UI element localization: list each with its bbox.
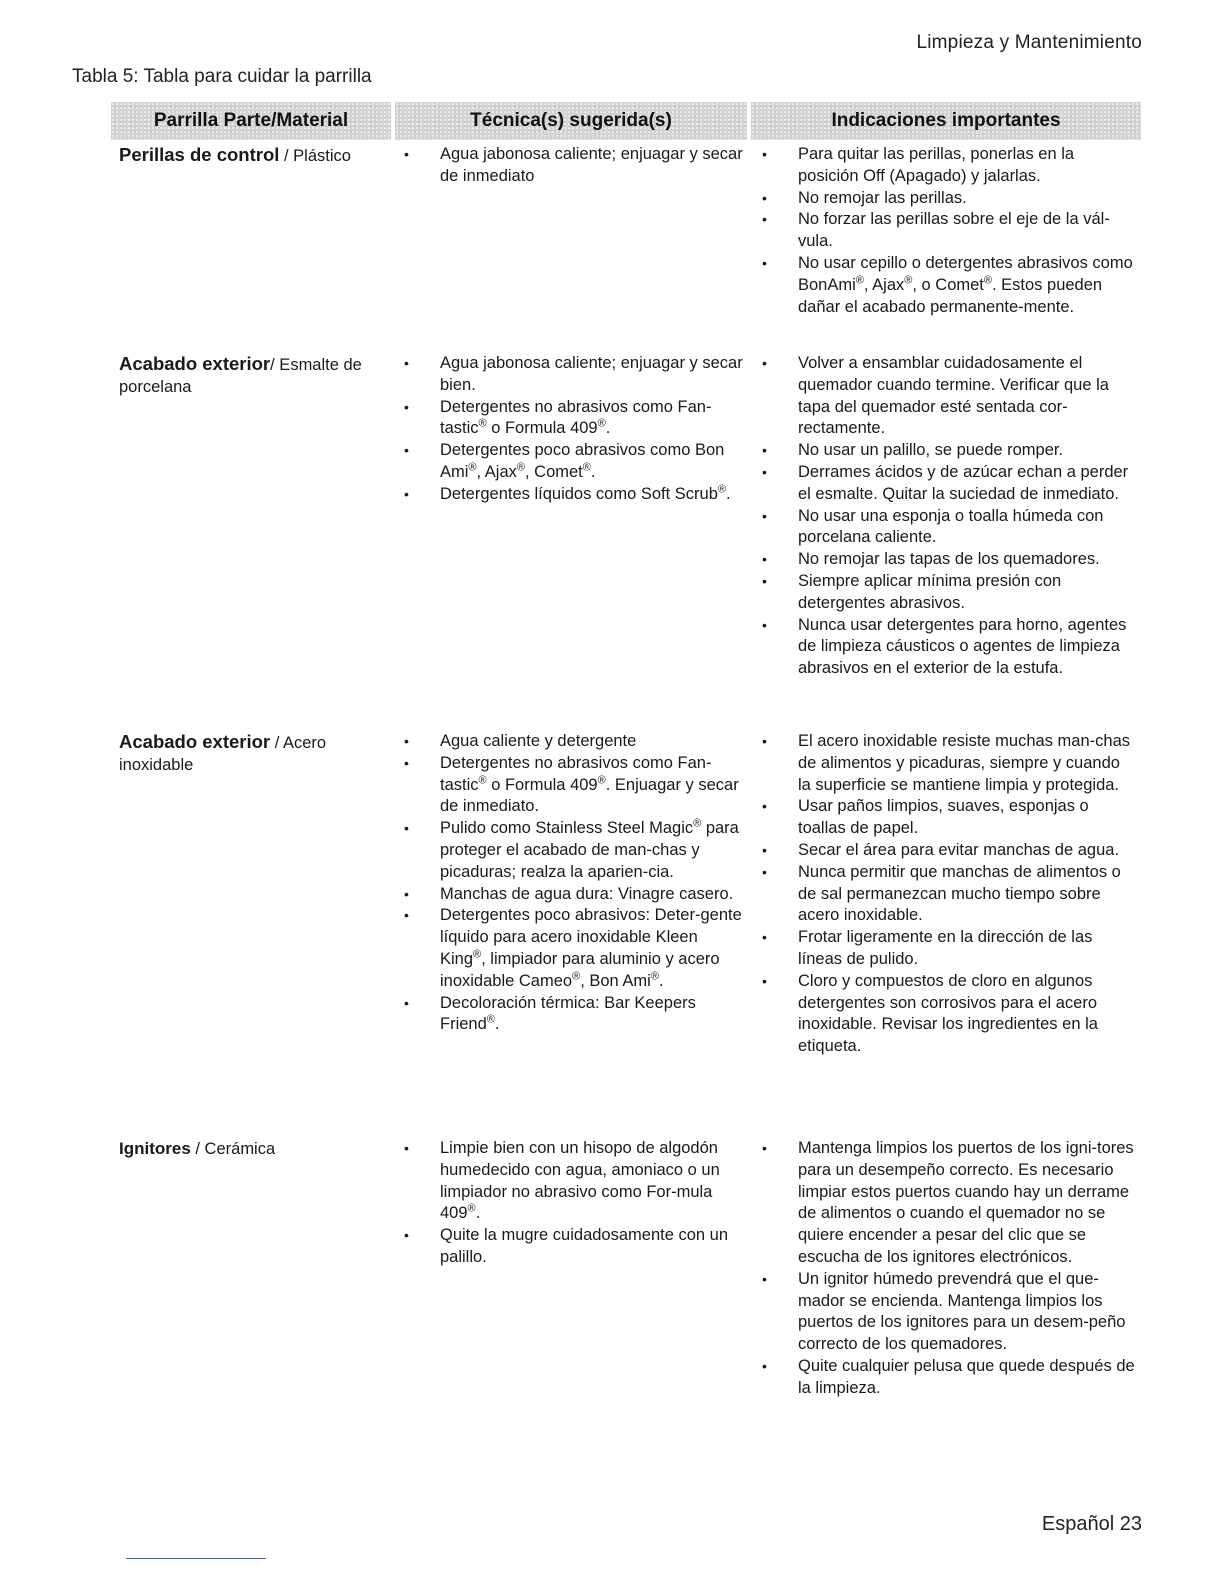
notes-list: [762, 144, 1137, 318]
list-item: • Decoloración térmica: Bar Keepers Friend®.: [404, 993, 744, 1037]
techniques-list: [404, 731, 744, 1036]
part-cell: [119, 144, 389, 168]
list-item: • Mantenga limpios los puertos de los igni-tores para un desempeño correcto. Es necesario limpiar estos puertos cuando hay un derrame de alimentos o cuando el quemador no se quiere encender a pesar del clic que se escucha de los ignitores electrónicos.: [762, 1138, 1137, 1269]
part-material: / Cerámica: [190, 1140, 276, 1158]
list-item: • Pulido como Stainless Steel Magic® para proteger el acabado de man-chas y picaduras; realza la aparien-cia.: [404, 818, 744, 883]
list-item: • Secar el área para evitar manchas de agua.: [762, 840, 1137, 862]
list-item: • Agua jabonosa caliente; enjuagar y secar bien.: [404, 353, 744, 397]
list-item: • Usar paños limpios, suaves, esponjas o toallas de papel.: [762, 796, 1137, 840]
part-name: Acabado exterior: [119, 353, 271, 374]
list-item: • Limpie bien con un hisopo de algodón humedecido con agua, amoniaco o un limpiador no abrasivo como For-mula 409®.: [404, 1138, 744, 1225]
column-header-part: Parrilla Parte/Material: [111, 102, 391, 140]
part-name: Ignitores: [119, 1139, 191, 1158]
list-item: • Detergentes no abrasivos como Fan-tastic® o Formula 409®.: [404, 397, 744, 441]
notes-list: [762, 1138, 1137, 1400]
column-header-notes: Indicaciones importantes: [751, 102, 1141, 140]
footer-divider: [126, 1558, 266, 1559]
page-number: Español 23: [1041, 1513, 1142, 1535]
part-material: / Esmalte de porcelana: [119, 356, 362, 396]
list-item: • No usar una esponja o toalla húmeda con porcelana caliente.: [762, 506, 1137, 550]
list-item: • No usar un palillo, se puede romper.: [762, 440, 1137, 462]
part-cell: [119, 1138, 389, 1161]
part-cell: [119, 731, 389, 777]
list-item: • Un ignitor húmedo prevendrá que el que-mador se encienda. Mantenga limpios los puertos de los ignitores para un desem-peño correcto de los quemadores.: [762, 1269, 1137, 1356]
techniques-list: [404, 353, 744, 506]
column-header-technique: Técnica(s) sugerida(s): [395, 102, 747, 140]
list-item: • Nunca usar detergentes para horno, agentes de limpieza cáusticos o agentes de limpieza abrasivos en el exterior de la estufa.: [762, 615, 1137, 680]
table-caption: Tabla 5: Tabla para cuidar la parrilla: [72, 66, 372, 87]
list-item: • Detergentes poco abrasivos: Deter-gente líquido para acero inoxidable Kleen King®, limpiador para aluminio y acero inoxidable Cameo®, Bon Ami®.: [404, 905, 744, 992]
list-item: • Para quitar las perillas, ponerlas en la posición Off (Apagado) y jalarlas.: [762, 144, 1137, 188]
list-item: • Frotar ligeramente en la dirección de las líneas de pulido.: [762, 927, 1137, 971]
section-title: Limpieza y Mantenimiento: [916, 32, 1142, 53]
list-item: • Volver a ensamblar cuidadosamente el quemador cuando termine. Verificar que la tapa del quemador esté sentada cor-rectamente.: [762, 353, 1137, 440]
list-item: • No forzar las perillas sobre el eje de la vál-vula.: [762, 209, 1137, 253]
part-name: Acabado exterior: [119, 731, 271, 752]
techniques-list: [404, 1138, 744, 1269]
table-header: [111, 102, 1141, 140]
part-material: / Acero inoxidable: [119, 734, 327, 774]
part-material: / Plástico: [279, 147, 351, 165]
list-item: • Agua caliente y detergente: [404, 731, 744, 753]
list-item: • No remojar las perillas.: [762, 188, 1137, 210]
notes-list: [762, 731, 1137, 1058]
list-item: • El acero inoxidable resiste muchas man-chas de alimentos y picaduras, siempre y cuando la superficie se mantiene limpia y protegida.: [762, 731, 1137, 796]
list-item: • Manchas de agua dura: Vinagre casero.: [404, 884, 744, 906]
notes-list: [762, 353, 1137, 680]
list-item: • Cloro y compuestos de cloro en algunos detergentes son corrosivos para el acero inoxidable. Revisar los ingredientes en la etiqueta.: [762, 971, 1137, 1058]
list-item: • Detergentes poco abrasivos como Bon Ami®, Ajax®, Comet®.: [404, 440, 744, 484]
list-item: • Agua jabonosa caliente; enjuagar y secar de inmediato: [404, 144, 744, 188]
list-item: • Nunca permitir que manchas de alimentos o de sal permanezcan mucho tiempo sobre acero inoxidable.: [762, 862, 1137, 927]
techniques-list: [404, 144, 744, 188]
list-item: • No usar cepillo o detergentes abrasivos como BonAmi®, Ajax®, o Comet®. Estos pueden dañar el acabado permanente-mente.: [762, 253, 1137, 318]
part-cell: [119, 353, 389, 399]
list-item: • No remojar las tapas de los quemadores.: [762, 549, 1137, 571]
list-item: • Siempre aplicar mínima presión con detergentes abrasivos.: [762, 571, 1137, 615]
part-name: Perillas de control: [119, 144, 280, 165]
list-item: • Derrames ácidos y de azúcar echan a perder el esmalte. Quitar la suciedad de inmediato.: [762, 462, 1137, 506]
list-item: • Detergentes no abrasivos como Fan-tastic® o Formula 409®. Enjuagar y secar de inmediato.: [404, 753, 744, 818]
list-item: • Quite la mugre cuidadosamente con un palillo.: [404, 1225, 744, 1269]
list-item: • Quite cualquier pelusa que quede después de la limpieza.: [762, 1356, 1137, 1400]
list-item: • Detergentes líquidos como Soft Scrub®.: [404, 484, 744, 506]
